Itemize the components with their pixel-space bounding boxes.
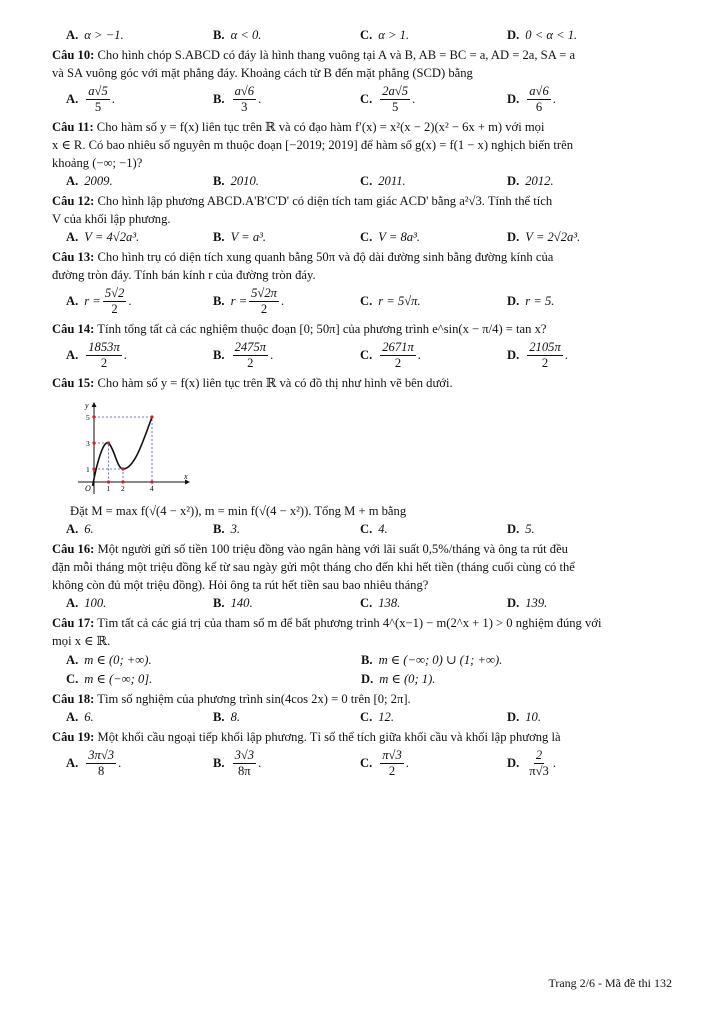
question-text: Cho hình lập phương ABCD.A'B'C'D' có diện tích tam giác ACD' bằng a²√3. Tính thể tích [97,194,553,208]
option-value: 6. [84,522,94,536]
option-value: m ∈ (−∞; 0]. [84,672,153,686]
y-axis-label: y [85,401,89,410]
option-period: . [552,756,556,770]
option-letter: C. [360,596,373,610]
question-text-line [52,576,672,594]
option-b[interactable] [347,652,642,668]
page-footer: Trang 2/6 - Mã đề thi 132 [548,976,672,990]
fraction-denominator: 6 [535,100,543,114]
y-tick-label: 3 [86,439,90,448]
option-letter: B. [213,522,225,536]
fraction-denominator: 8 [98,764,105,778]
option-a[interactable] [52,710,199,725]
option-b[interactable] [199,596,346,611]
question-number: Câu 17: [52,616,95,630]
options-row [52,652,672,668]
option-letter: C. [360,756,373,770]
option-d[interactable] [493,748,640,779]
question-block [52,46,672,115]
function-curve [93,417,152,486]
option-period: . [405,756,409,770]
origin-label: O [85,484,91,493]
option-fraction [527,340,563,371]
guide-local-min [94,469,123,482]
option-fraction [380,748,404,779]
option-letter: A. [66,596,79,610]
graph-point [150,480,153,483]
y-tick-label: 5 [86,413,90,422]
option-value: α > −1. [84,28,124,42]
x-tick-label: 1 [106,484,111,493]
option-fraction [86,84,110,115]
question-text-line [52,728,672,746]
x-tick-label: 4 [150,484,154,493]
question-block [52,118,672,189]
option-value: m ∈ (0; 1). [379,672,436,686]
question-text: Cho hàm số y = f(x) liên tục trên ℝ và có đồ thị như hình vẽ bên dưới. [97,376,453,390]
option-a[interactable] [52,84,199,115]
x-axis-label: x [184,472,188,481]
question-text-line [52,632,672,650]
fraction-denominator: 2 [100,356,108,370]
fraction-numerator: a√6 [529,84,549,98]
y-tick-label: 1 [86,465,90,474]
option-letter: D. [507,92,520,106]
option-a[interactable] [52,671,347,687]
question-block [52,614,672,687]
graph-point [107,441,110,444]
option-value: 3. [230,522,241,536]
option-b[interactable] [199,748,346,779]
option-letter: C. [360,230,373,244]
option-value: 140. [230,596,253,610]
question-text: đường tròn đáy. Tính bán kính r của đường tròn đáy. [52,268,316,282]
option-letter: C. [360,348,373,362]
option-a[interactable] [52,522,199,537]
x-tick-label: 2 [121,484,125,493]
option-d[interactable] [493,230,640,245]
options-row [52,84,672,115]
option-value: 2010. [230,174,259,188]
option-c[interactable] [346,294,493,309]
option-letter: A. [66,522,79,536]
function-graph [74,398,194,498]
option-c[interactable] [346,174,493,189]
graph-point [121,467,124,470]
graph-point [92,441,95,444]
option-letter: A. [66,230,79,244]
question-text: x ∈ R. Có bao nhiêu số nguyên m thuộc đoạn [−2019; 2019] để hàm số g(x) = f(1 − x) nghịch biến trên [52,138,573,152]
question-number: Câu 15: [52,376,95,390]
question-text: Tìm số nghiệm của phương trình sin(4cos 2x) = 0 trên [0; 2π]. [97,692,411,706]
option-letter: D. [507,174,520,188]
option-letter: A. [66,92,79,106]
option-value: α > 1. [378,28,410,42]
option-b[interactable] [199,28,346,43]
exam-page [52,26,672,782]
options-row [52,596,672,611]
fraction-numerator: 2a√5 [382,84,409,98]
option-fraction [233,84,257,115]
option-letter: A. [66,294,79,308]
option-fraction [380,84,410,115]
question-block [52,248,672,317]
fraction-numerator: 5√2π [251,286,277,300]
question-text-line [52,46,672,64]
options-row [52,286,672,317]
option-letter: A. [66,28,79,42]
option-b[interactable] [199,340,346,371]
fraction-denominator: 2 [388,764,396,778]
options-row [52,230,672,245]
option-value: 0 < α < 1. [525,28,578,42]
option-fraction [233,340,269,371]
question-number: Câu 13: [52,250,95,264]
graph-svg [74,398,194,498]
option-value: 2009. [84,174,113,188]
option-letter: B. [213,756,225,770]
option-value: V = 8a³. [378,230,421,244]
option-period: . [111,92,115,106]
option-c[interactable] [346,230,493,245]
option-value: 2011. [378,174,406,188]
option-a[interactable] [52,28,199,43]
option-b[interactable] [199,710,346,725]
option-fraction [86,340,122,371]
question-text-line [52,558,672,576]
option-a[interactable] [52,174,199,189]
option-letter: A. [66,174,79,188]
question-text: Cho hàm số y = f(x) liên tục trên ℝ và có đạo hàm f′(x) = x²(x − 2)(x² − 6x + m) với mọi [96,120,545,134]
option-letter: B. [213,174,225,188]
option-c[interactable] [346,340,493,371]
question-text: Một khối cầu ngoại tiếp khối lập phương. Tỉ số thể tích giữa khối cầu và khối lập phương là [97,730,561,744]
options-row [52,671,672,687]
options-row [52,340,672,371]
option-letter: B. [213,92,225,106]
option-period: . [258,92,262,106]
option-a[interactable] [52,340,199,371]
option-letter: D. [507,522,520,536]
option-letter: C. [360,174,373,188]
option-period: . [417,348,421,362]
question-text-line [52,540,672,558]
graph-point [92,415,95,418]
question-block [52,690,672,725]
fraction-denominator: 5 [392,100,399,114]
question-block [52,374,672,537]
option-c[interactable] [346,748,493,779]
option-b[interactable] [199,174,346,189]
question-text: Cho hình chóp S.ABCD có đáy là hình thang vuông tại A và B, AB = BC = a, AD = 2a, SA = a [97,48,576,62]
option-value: V = 4√2a³. [84,230,140,244]
option-value: 10. [525,710,541,724]
question-number: Câu 11: [52,120,94,134]
fraction-numerator: 2475π [234,340,267,354]
options-row [52,28,672,43]
option-value: V = 2√2a³. [525,230,581,244]
option-letter: D. [507,348,520,362]
option-value: m ∈ (0; +∞). [84,653,152,667]
question-text-line [52,266,672,284]
option-period: . [280,294,285,308]
fraction-numerator: 2105π [529,340,561,354]
question-number: Câu 10: [52,48,95,62]
option-d[interactable] [493,28,640,43]
option-letter: C. [360,92,373,106]
option-value: r = 5. [525,294,555,308]
option-d[interactable] [493,522,640,537]
question-number: Câu 18: [52,692,95,706]
option-fraction [86,748,116,779]
question-text-line [52,192,672,210]
question-text-line [52,136,672,154]
option-d[interactable] [493,294,640,309]
option-letter: B. [213,710,225,724]
question-text-line [70,502,672,520]
question-text: khoảng (−∞; −1)? [52,156,143,170]
option-c[interactable] [346,596,493,611]
option-letter: B. [213,294,225,308]
graph-point [121,480,124,483]
question-text: Tìm tất cả các giá trị của tham số m để bất phương trình 4^(x−1) − m(2^x + 1) > 0 nghiệm đúng với [97,616,602,630]
option-period: . [412,92,416,106]
options-row [52,174,672,189]
option-c[interactable] [346,84,493,115]
question-text-line [52,690,672,708]
question-text: Cho hình trụ có diện tích xung quanh bằng 50π và độ dài đường sinh bằng đường kính của [97,250,554,264]
y-axis-arrow [92,402,97,407]
option-fraction [380,340,416,371]
option-value: 5. [525,522,535,536]
question-number: Câu 19: [52,730,95,744]
fraction-denominator: 2 [111,302,118,316]
fraction-denominator: 5 [94,100,102,114]
question-block [52,320,672,371]
option-fraction [103,286,127,317]
question-text-line [52,154,672,172]
option-c[interactable] [346,710,493,725]
option-letter: D. [507,710,520,724]
option-letter: B. [213,596,225,610]
option-value: 6. [84,710,94,724]
fraction-numerator: 1853π [88,340,120,354]
question-text-line [52,248,672,266]
option-fraction [527,84,551,115]
fraction-numerator: 2671π [382,340,414,354]
option-period: . [270,348,274,362]
question-text: V của khối lập phương. [52,212,171,226]
question-number: Câu 12: [52,194,95,208]
option-letter: D. [507,756,520,770]
option-prefix: r = [84,294,101,308]
option-b[interactable] [199,84,346,115]
option-letter: D. [507,230,520,244]
option-d[interactable] [493,174,640,189]
question-number: Câu 14: [52,322,95,336]
option-value: 100. [84,596,107,610]
fraction-denominator: 2 [247,356,254,370]
options-row [52,522,672,537]
fraction-denominator: π√3 [529,764,549,778]
option-letter: C. [360,522,373,536]
option-period: . [552,92,556,106]
option-value: 2012. [525,174,554,188]
option-a[interactable] [52,652,347,668]
graph-point [150,415,153,418]
option-letter: B. [213,230,225,244]
option-a[interactable] [52,286,199,317]
option-period: . [123,348,127,362]
option-value: 12. [378,710,394,724]
option-letter: A. [66,710,79,724]
option-letter: B. [361,652,373,667]
option-b[interactable] [199,522,346,537]
option-letter: C. [66,671,79,686]
fraction-denominator: 8π [237,764,251,778]
option-value: V = a³. [230,230,267,244]
question-block [52,728,672,779]
question-text: Đặt M = max f(√(4 − x²)), m = min f(√(4 − x²)). Tổng M + m bằng [70,504,407,518]
question-text-line [52,210,672,228]
option-period: . [128,294,132,308]
option-value: 138. [378,596,401,610]
option-letter: D. [507,596,520,610]
question-text: và SA vuông góc với mặt phẳng đáy. Khoảng cách từ B đến mặt phẳng (SCD) bằng [52,66,473,80]
option-period: . [564,348,568,362]
option-value: 8. [230,710,241,724]
fraction-numerator: 3√3 [234,748,255,762]
option-letter: D. [507,28,520,42]
option-letter: C. [360,294,373,308]
fraction-denominator: 3 [241,100,248,114]
option-value: m ∈ (−∞; 0) ∪ (1; +∞). [378,653,503,667]
question-text-line [52,374,672,392]
question-text: Một người gửi số tiền 100 triệu đồng vào ngân hàng với lãi suất 0,5%/tháng và ông ta rút đều [97,542,568,556]
option-b[interactable] [199,286,346,317]
question-text-line [52,320,672,338]
option-prefix: r = [230,294,248,308]
option-fraction [233,748,257,779]
question-number: Câu 16: [52,542,95,556]
option-value: 139. [525,596,548,610]
option-letter: A. [66,348,79,362]
question-text-line [52,614,672,632]
option-b[interactable] [199,230,346,245]
option-letter: B. [213,28,225,42]
fraction-denominator: 2 [394,356,402,370]
question-text-line [52,118,672,136]
option-period: . [258,756,262,770]
option-a[interactable] [52,748,199,779]
question-block [52,540,672,611]
option-value: 4. [378,522,388,536]
fraction-numerator: 2 [535,748,543,762]
option-fraction [249,286,279,317]
graph-point [107,480,110,483]
option-d[interactable] [493,84,640,115]
option-letter: C. [360,28,373,42]
fraction-numerator: a√6 [234,84,255,98]
option-letter: C. [360,710,373,724]
option-letter: B. [213,348,225,362]
question-text-line [52,64,672,82]
option-period: . [118,756,122,770]
option-b[interactable] [347,671,642,687]
options-row [52,710,672,725]
graph-point [92,467,95,470]
option-a[interactable] [52,230,199,245]
option-c[interactable] [346,28,493,43]
option-value: α < 0. [230,28,262,42]
options-row [52,748,672,779]
fraction-numerator: 5√2 [104,286,125,300]
option-letter: D. [507,294,520,308]
fraction-numerator: π√3 [382,748,402,762]
question-text: mọi x ∈ ℝ. [52,634,111,648]
option-d[interactable] [493,596,640,611]
question-block [52,192,672,245]
option-letter: A. [66,756,79,770]
fraction-denominator: 2 [260,302,268,316]
question-text: không còn đủ một triệu đồng). Hỏi ông ta rút hết tiền sau bao nhiêu tháng? [52,578,429,592]
option-c[interactable] [346,522,493,537]
option-fraction [527,748,551,779]
option-letter: D. [361,671,374,686]
fraction-denominator: 2 [541,356,549,370]
fraction-numerator: a√5 [88,84,108,98]
fraction-numerator: 3π√3 [88,748,115,762]
question-text: đặn mỗi tháng một triệu đồng kể từ sau ngày gửi một tháng cho đến khi hết tiền (tháng cuối cùng có thể [52,560,575,574]
guide-local-max [94,443,109,482]
option-value: r = 5√π. [378,294,421,308]
question-text: Tính tổng tất cả các nghiệm thuộc đoạn [0; 50π] của phương trình e^sin(x − π/4) = tan x? [97,322,547,336]
option-d[interactable] [493,340,640,371]
option-a[interactable] [52,596,199,611]
option-d[interactable] [493,710,640,725]
option-letter: A. [66,652,79,667]
